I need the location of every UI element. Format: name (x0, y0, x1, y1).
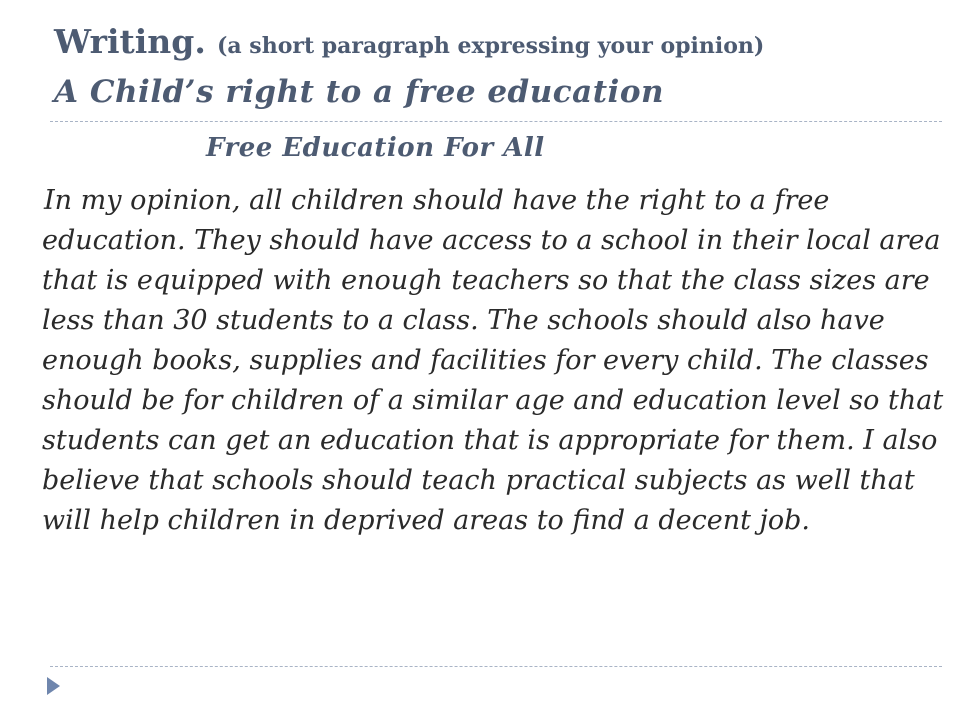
paragraph-heading: Free Education For All (206, 133, 545, 163)
title-topic: A Child’s right to a free education (54, 74, 665, 110)
opinion-paragraph: In my opinion, all children should have the right to a free education. They should have access to a school in their local area that is equipped with enough teachers so that the class sizes are less than 30 students to a class. The schools should also have enough books, supplies and facilities for every child. The classes should be for children of a similar age and education level so that students can get an education that is appropriate for them. I also believe that schools should teach practical subjects as well that will help children in deprived areas to find a decent job. (42, 185, 944, 536)
bottom-divider (50, 666, 942, 667)
top-divider (50, 121, 942, 122)
slide-title (54, 22, 764, 61)
title-subtitle: (a short paragraph expressing your opinion) (216, 33, 765, 59)
title-main: Writing. (54, 22, 206, 61)
triangle-bullet-icon (47, 677, 60, 695)
